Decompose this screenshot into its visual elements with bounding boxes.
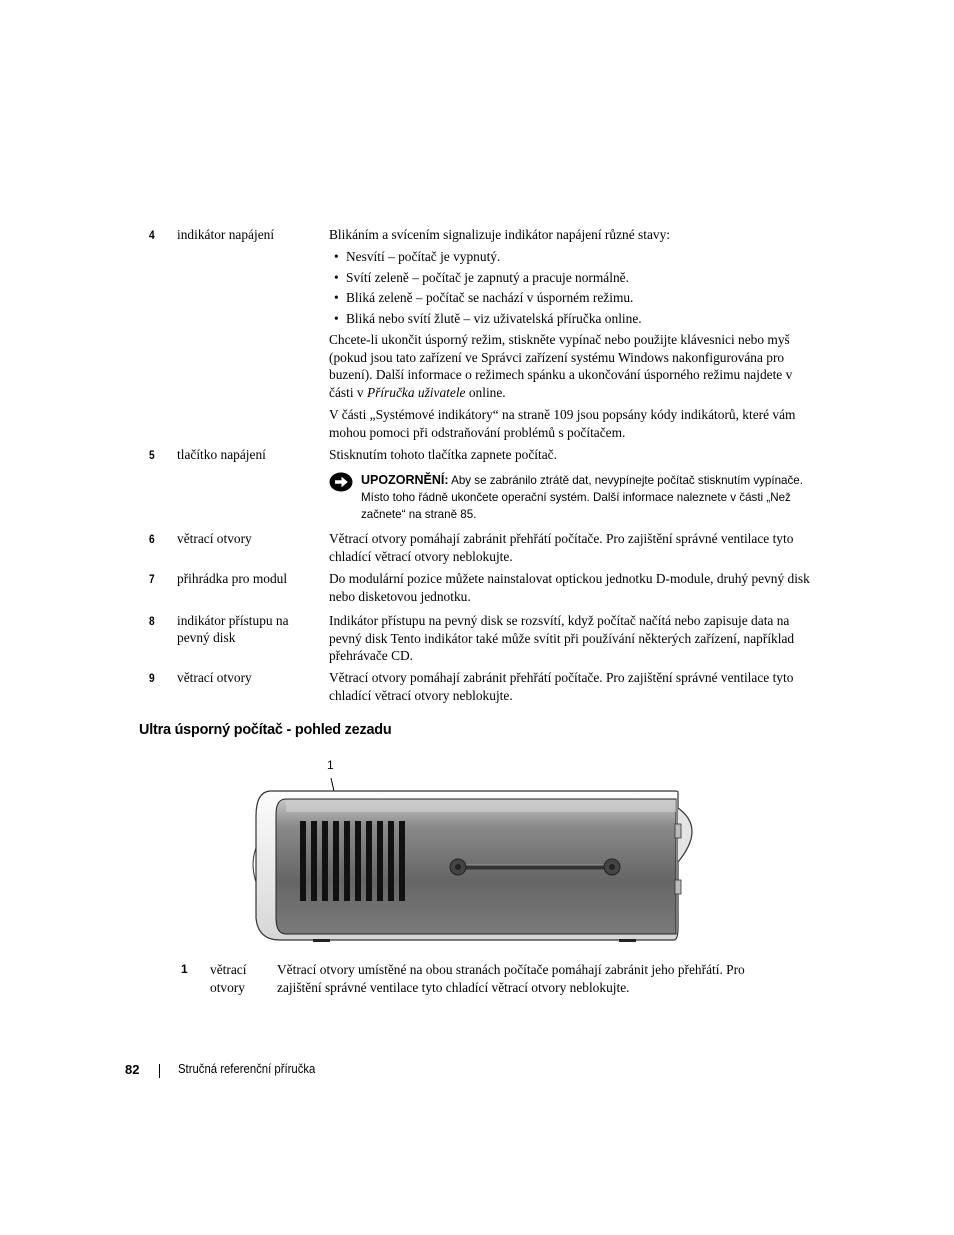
row-description: Větrací otvory pomáhají zabránit přehřátí počítače. Pro zajištění správné ventilace tyto chladící větrací otvory neblokujte. xyxy=(329,670,794,703)
page-number: 82 xyxy=(125,1062,140,1077)
row-number: 7 xyxy=(149,572,155,586)
footer-divider xyxy=(159,1064,160,1078)
sleep-mode-paragraph: Chcete-li ukončit úsporný režim, stiskněte vypínač nebo použijte klávesnici nebo myš (pokud jsou tato zařízení ve Správci zařízení systému Windows nakonfigurována pro buzení). Další informace o režimech spánku a ukončování úsporného režimu najdete v části v Příručka uživatele online. xyxy=(329,332,793,400)
list-item: • Bliká nebo svítí žlutě – viz uživatelská příručka online. xyxy=(334,310,642,326)
legend-label: větrací otvory xyxy=(210,962,247,995)
list-item: • Nesvítí – počítač je vypnutý. xyxy=(334,249,501,264)
row-number: 5 xyxy=(149,448,155,462)
row-label: indikátor napájení xyxy=(177,227,275,242)
legend-number: 1 xyxy=(181,962,188,976)
row-number: 6 xyxy=(149,532,155,546)
figure-callout: 1 xyxy=(327,758,334,772)
notice-text: Aby se zabránilo ztrátě dat, nevypínejte počítač stisknutím vypínače. Místo toho řádně ukončete operační systém. Další informace naleznete v části „Než začnete“ na straně 85. xyxy=(361,474,803,521)
notice-box xyxy=(329,472,809,523)
row-number: 9 xyxy=(149,671,155,685)
row-label: indikátor přístupu na pevný disk xyxy=(177,613,289,645)
notice-arrow-icon xyxy=(329,472,354,492)
row-description: Stisknutím tohoto tlačítka zapnete počítač. xyxy=(329,447,557,462)
row-description: Do modulární pozice můžete nainstalovat optickou jednotku D-module, druhý pevný disk nebo disketovou jednotku. xyxy=(329,571,810,604)
list-item: • Svítí zeleně – počítač je zapnutý a pracuje normálně. xyxy=(334,269,629,285)
legend-description: Větrací otvory umístěné na obou stranách počítače pomáhají zabránit jeho přehřátí. Pro zajištění správné ventilace tyto chladící větrací otvory neblokujte. xyxy=(277,962,745,995)
row-label: větrací otvory xyxy=(177,531,252,546)
user-guide-reference: Příručka uživatele xyxy=(366,384,466,400)
computer-back-view-illustration xyxy=(250,778,700,946)
footer-title: Stručná referenční příručka xyxy=(178,1062,316,1076)
row-description: Větrací otvory pomáhají zabránit přehřátí počítače. Pro zajištění správné ventilace tyto chladící větrací otvory neblokujte. xyxy=(329,531,794,564)
indicator-codes-paragraph: V části „Systémové indikátory“ na straně 109 jsou popsány kódy indikátorů, které vám mohou pomoci při odstraňování problémů s počítačem. xyxy=(329,407,796,440)
row-label: větrací otvory xyxy=(177,670,252,685)
notice-label: UPOZORNĚNÍ: xyxy=(361,473,449,487)
power-states-list xyxy=(329,248,809,330)
row-number: 4 xyxy=(149,228,155,242)
row-label: tlačítko napájení xyxy=(177,447,266,462)
row-description xyxy=(329,226,814,244)
section-heading: Ultra úsporný počítač - pohled zezadu xyxy=(139,722,392,738)
power-indicator-intro: Blikáním a svícením signalizuje indikátor napájení různé stavy: xyxy=(329,227,670,242)
list-item: • Bliká zeleně – počítač se nachází v úsporném režimu. xyxy=(334,290,634,305)
row-label: přihrádka pro modul xyxy=(177,571,288,586)
row-number: 8 xyxy=(149,614,155,628)
row-description: Indikátor přístupu na pevný disk se rozsvítí, když počítač načítá nebo zapisuje data na pevný disk Tento indikátor také může svítit při používání některých zařízení, například přehrávače CD. xyxy=(329,613,795,663)
